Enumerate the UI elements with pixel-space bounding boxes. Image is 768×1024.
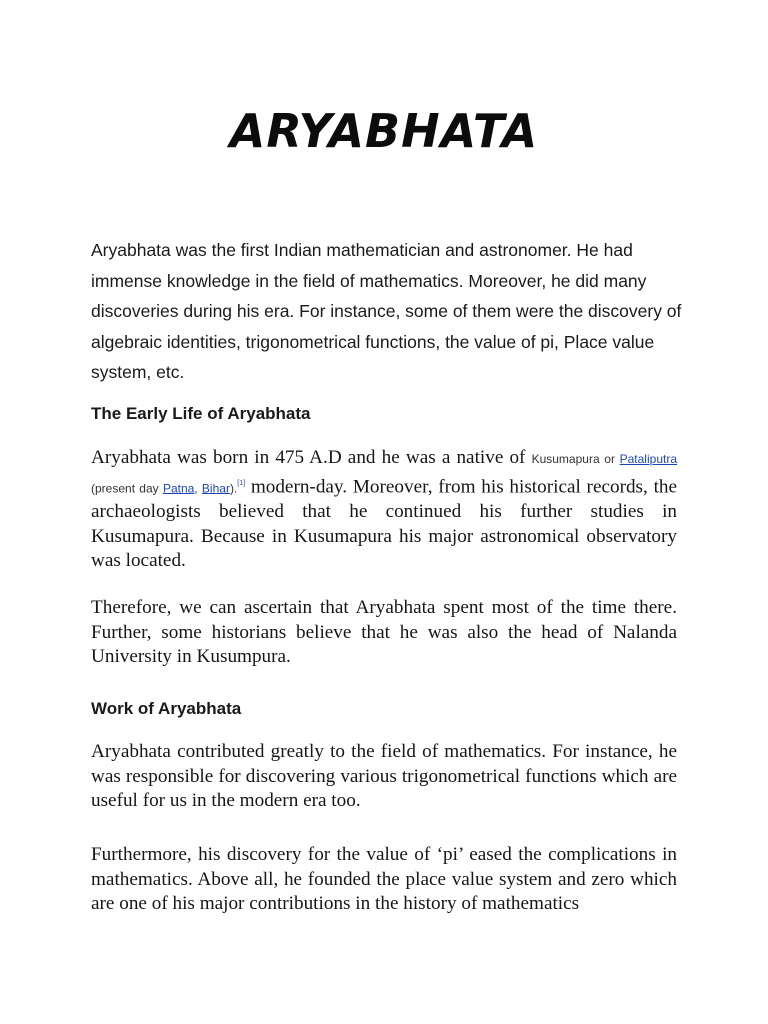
work-heading: Work of Aryabhata	[91, 699, 242, 718]
or-text: or	[599, 452, 620, 466]
page-title: ARYABHATA	[229, 104, 539, 158]
close-paren-text: ).	[229, 480, 238, 495]
bihar-link[interactable]: Bihar	[201, 480, 230, 495]
patna-link[interactable]: Patna	[162, 480, 195, 495]
present-day-text: (present day	[91, 480, 163, 495]
comma-text: ,	[194, 480, 202, 495]
kusumapura-text: Kusumapura	[531, 452, 600, 466]
pataliputra-link[interactable]: Pataliputra	[619, 452, 677, 466]
work-paragraph-2: Furthermore, his discovery for the value of ‘pi’ eased the complications in mathematics. Above all, he founded the place value system and zero which are one of his major contributions in the history of mathematics	[91, 844, 677, 914]
early-life-text-start: Aryabhata was born in 475 A.D and he was a native of	[91, 447, 532, 468]
reference-link[interactable]: [1]	[237, 479, 246, 487]
early-life-heading: The Early Life of Aryabhata	[91, 404, 311, 423]
early-life-paragraph-2: Therefore, we can ascertain that Aryabhata spent most of the time there. Further, some historians believe that he was also the head of Nalanda University in Kusumpura.	[91, 597, 677, 667]
work-paragraph-1: Aryabhata contributed greatly to the field of mathematics. For instance, he was responsible for discovering various trigonometrical functions which are useful for us in the modern era too.	[91, 741, 677, 811]
early-life-text-rest: modern-day. Moreover, from his historical records, the archaeologists believed that he continued his further studies in Kusumapura. Because in Kusumapura his major astronomical observatory was located.	[91, 475, 678, 572]
intro-paragraph: Aryabhata was the first Indian mathematician and astronomer. He had immense knowledge in the field of mathematics. Moreover, he did many discoveries during his era. For instance, some of them were the discovery of algebraic identities, trigonometrical functions, the value of pi, Place value system, etc.	[91, 240, 682, 382]
early-life-paragraph-1	[91, 446, 677, 574]
